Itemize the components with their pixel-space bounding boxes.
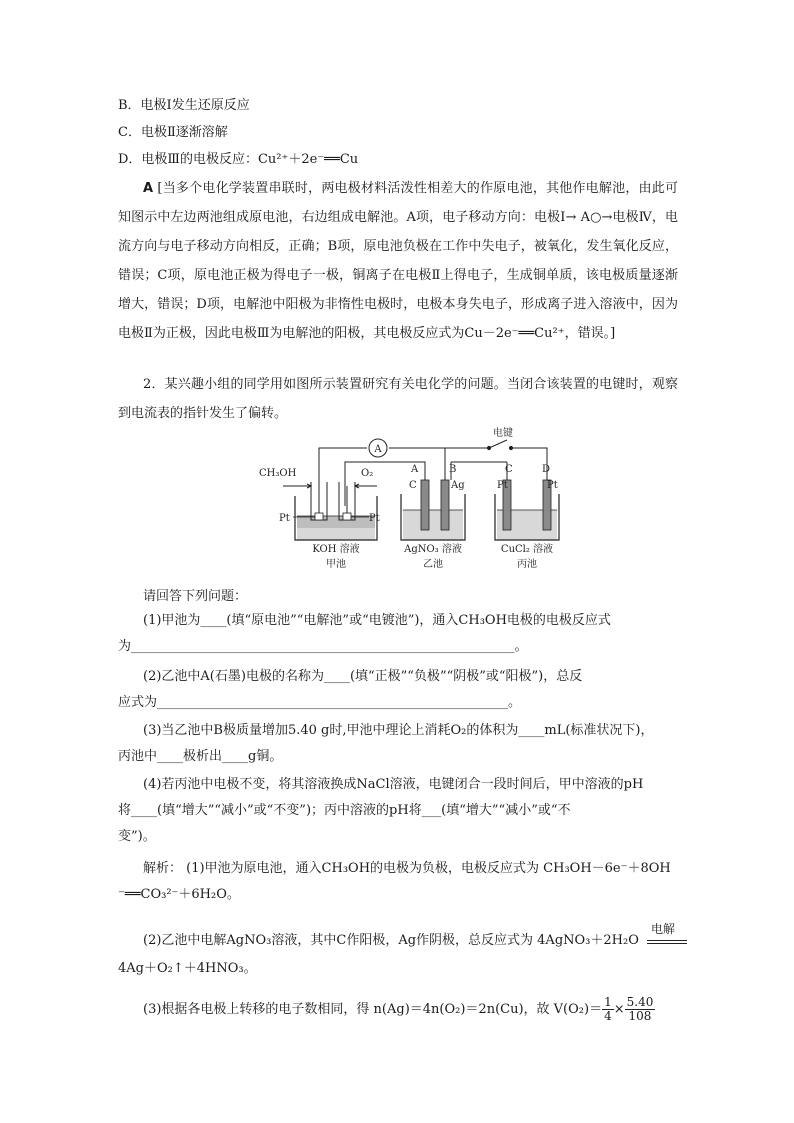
cell-label-yi: 乙池 <box>423 559 443 570</box>
q2-part3-line2: 丙池中____极析出____g铜。 <box>118 749 283 764</box>
electrode-pt-d-material: Pt <box>547 480 558 491</box>
fraction-denominator: 4 <box>604 1009 612 1023</box>
q2-part1-line2: 为___________________________________________________________。 <box>118 639 528 654</box>
question-2-stem: 2．某兴趣小组的同学用如图所示装置研究有关电化学的问题。当闭合该装置的电键时，观察到电流表的指针发生了偏转。 <box>118 377 678 421</box>
switch-label: 电键 <box>493 428 513 439</box>
electrode-Ag-material: Ag <box>451 480 465 491</box>
fraction-numerator: 1 <box>604 995 612 1009</box>
electrode-D-label: D <box>542 464 551 475</box>
fraction-denominator: 108 <box>628 1009 652 1023</box>
electrode-C-material: C <box>409 480 417 491</box>
analysis-line3 <box>143 922 687 950</box>
fraction-numerator: 5.40 <box>626 995 654 1009</box>
electrode-C2-label: C <box>505 464 513 475</box>
q2-part4-line3: 变”)。 <box>118 829 156 844</box>
analysis-line5-text: (3)根据各电极上转移的电子数相同，得 n(Ag)＝4n(O₂)＝2n(Cu)，故 V(O₂)＝ <box>143 1002 603 1017</box>
q2-part2-line2: 应式为______________________________________________________。 <box>118 695 522 710</box>
circuit-wires <box>319 448 547 506</box>
switch-icon <box>487 440 512 450</box>
answer-letter: A <box>143 181 154 196</box>
electrochemistry-apparatus-diagram <box>255 424 575 580</box>
ammeter-label: A <box>374 444 382 455</box>
ch3oh-label: CH₃OH <box>259 468 297 479</box>
answer-explanation: [当多个电化学装置串联时，两电极材料活泼性相差大的作原电池，其他作电解池，由此可知图示中左边两池组成原电池，右边组成电解池。A项，电子移动方向：电极Ⅰ→ A○→电极Ⅳ，电流方向与电子移动方向相反，正确；B项，原电池负极在工作中失电子，被氧化，发生氧化反应，错误；C项，原电池正极为得电子一极，铜离子在电极Ⅱ上得电子，生成铜单质，该电极质量逐渐增大，错误；D项，电解池中阳极为非惰性电极时，电极本身失电子，形成离子进入溶液中，因为电极Ⅱ为正极，因此电极Ⅲ为电解池的阳极，其电极反应式为Cu－2e⁻══Cu²⁺，错误。] <box>118 181 678 341</box>
electrode-pt-c-material: Pt <box>497 480 508 491</box>
analysis-line3-text: (2)乙池中电解AgNO₃溶液，其中C作阳极，Ag作阴极，总反应式为 4AgNO₃＋2H₂O <box>143 933 639 948</box>
fraction-quarter <box>602 996 614 1023</box>
q2-part2-line1: (2)乙池中A(石墨)电极的名称为____(填“正极”“负极”“阴极”或“阳极”)，总反 <box>143 669 583 684</box>
pt-right-label: Pt <box>369 513 380 524</box>
q2-part4-line2: 将____(填“增大”“减小”或“不变”)；丙中溶液的pH将___(填“增大”“减小”或“不 <box>118 803 571 818</box>
q1-answer-paragraph <box>118 174 678 348</box>
electrode-A-label: A <box>411 464 419 475</box>
solution-cucl2: CuCl₂ 溶液 <box>500 544 554 555</box>
o2-label: O₂ <box>361 468 374 479</box>
electrolysis-condition <box>647 922 687 944</box>
option-d: D．电极Ⅲ的电极反应：Cu²⁺＋2e⁻══Cu <box>118 152 359 167</box>
q2-part4-line1: (4)若丙池中电极不变，将其溶液换成NaCl溶液，电键闭合一段时间后，甲中溶液的pH <box>143 777 644 792</box>
analysis-line4: 4Ag＋O₂↑＋4HNO₃。 <box>118 961 257 976</box>
q2-part1-line1: (1)甲池为____(填“原电池”“电解池”或“电镀池”)，通入CH₃OH电极的电极反应式 <box>143 613 611 628</box>
cell-label-bing: 丙池 <box>517 559 537 570</box>
q2-part3-line1: (3)当乙池中B极质量增加5.40 g时,甲池中理论上消耗O₂的体积为____mL(标准状况下)， <box>143 723 654 738</box>
times-sign: × <box>613 1002 625 1017</box>
cell-jia <box>283 482 377 540</box>
solution-koh: KOH 溶液 <box>312 544 360 555</box>
fraction-mass <box>625 996 656 1023</box>
electrode-B-label: B <box>449 464 457 475</box>
solution-agno3: AgNO₃ 溶液 <box>404 544 462 555</box>
option-b: B．电极Ⅰ发生还原反应 <box>118 98 250 113</box>
pt-left-label: Pt <box>279 513 290 524</box>
analysis-line2: ⁻══CO₃²⁻＋6H₂O。 <box>118 887 240 902</box>
cell-label-jia: 甲池 <box>326 559 346 570</box>
analysis-line1: 解析： (1)甲池为原电池，通入CH₃OH的电极为负极，电极反应式为 CH₃OH－6e⁻＋8OH <box>143 861 671 876</box>
analysis-line5 <box>143 996 655 1023</box>
option-c: C．电极Ⅱ逐渐溶解 <box>118 125 228 140</box>
q2-prompt: 请回答下列问题： <box>143 589 248 604</box>
electrolysis-label: 电解 <box>651 922 676 936</box>
